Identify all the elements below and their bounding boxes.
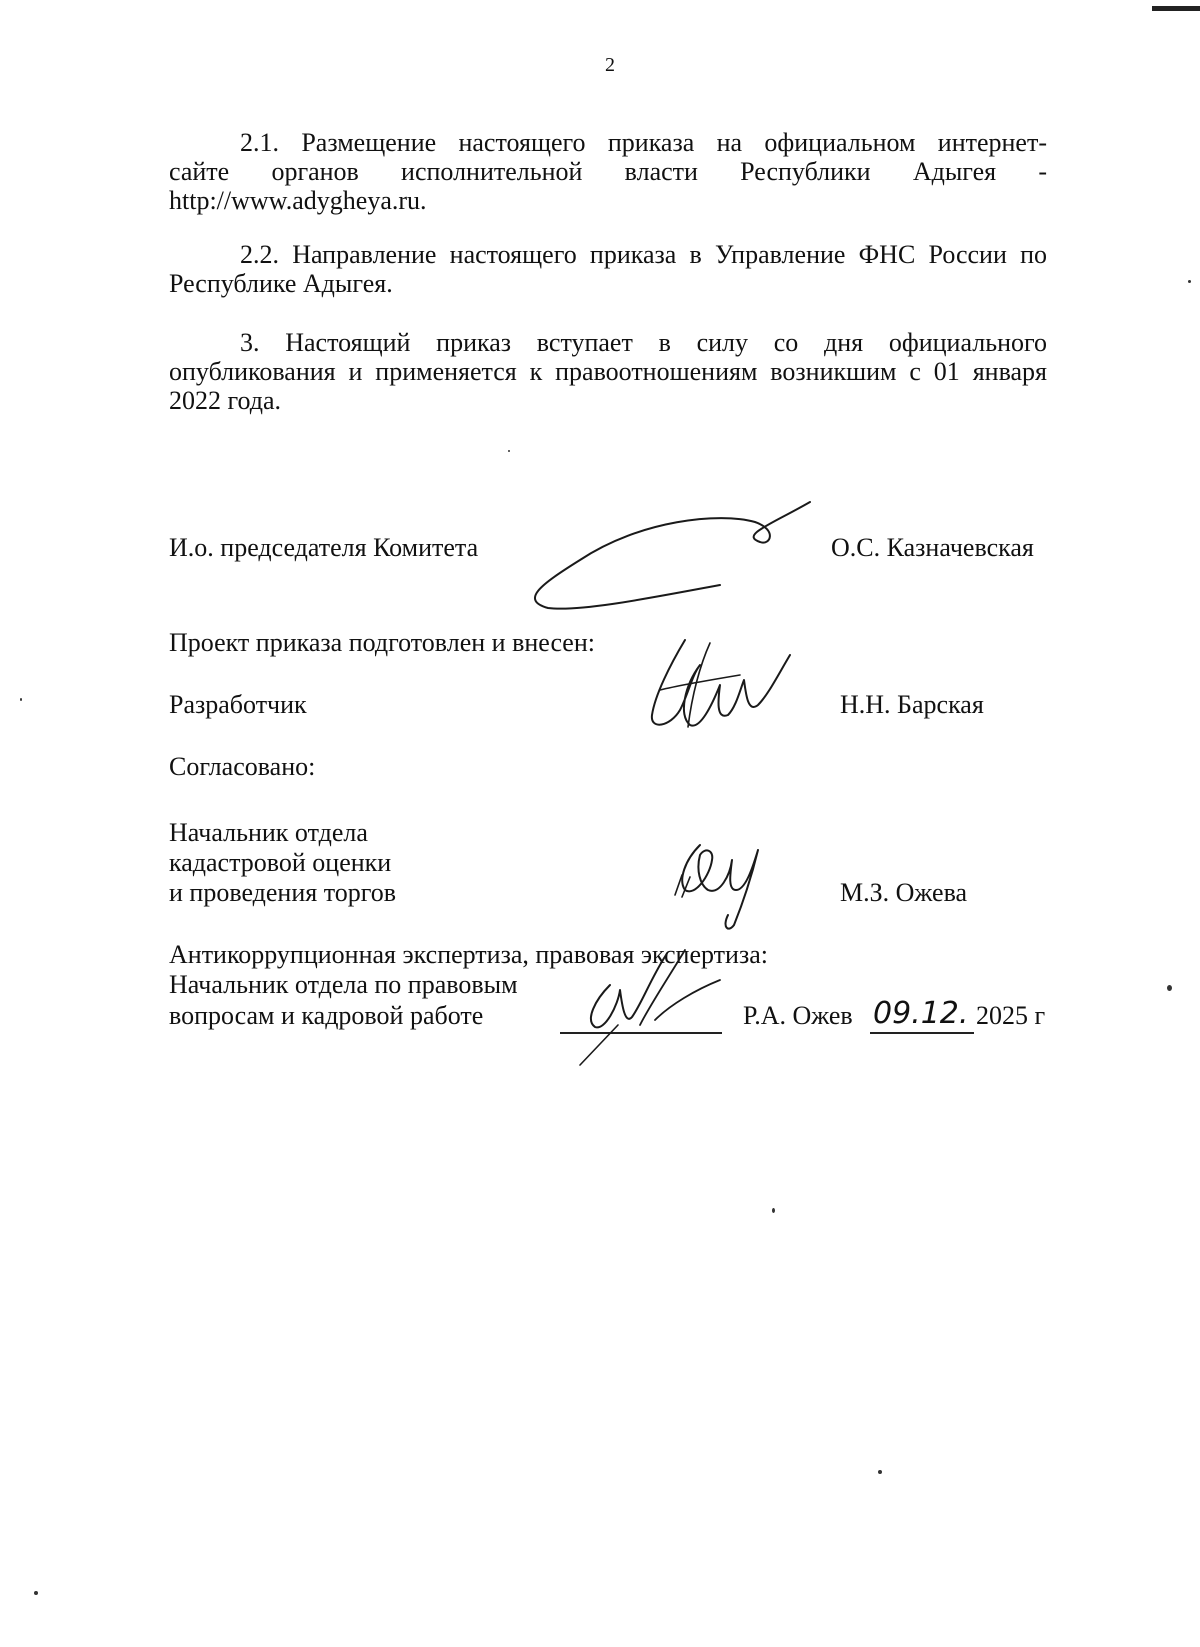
paragraph-line: http://www.adygheya.ru. (169, 186, 427, 215)
scan-speck (34, 1591, 38, 1595)
developer-name: Н.Н. Барская (840, 690, 984, 719)
chair-name: О.С. Казначевская (831, 533, 1034, 562)
scan-speck (508, 450, 510, 452)
agreed-heading: Согласовано: (169, 752, 316, 781)
paragraph-line: сайте органов исполнительной власти Республики Адыгея - (169, 157, 1047, 186)
legal-position-line: Начальник отдела по правовым (169, 970, 518, 999)
cadastral-position-line: кадастровой оценки (169, 848, 392, 877)
cadastral-position-line: Начальник отдела (169, 818, 368, 847)
year-suffix: 2025 г (976, 1001, 1046, 1030)
paragraph-line: 2022 года. (169, 386, 282, 415)
chair-position: И.о. председателя Комитета (169, 533, 479, 562)
handwritten-date: 09.12. (873, 996, 969, 1031)
expertise-heading: Антикоррупционная экспертиза, правовая экспертиза: (169, 940, 768, 969)
scan-speck (772, 1208, 775, 1213)
paragraph-line: 3. Настоящий приказ вступает в силу со дня официального (240, 328, 1047, 357)
legal-position-line: вопросам и кадровой работе (169, 1001, 484, 1030)
paragraph-line: 2.2. Направление настоящего приказа в Управление ФНС России по (240, 240, 1047, 269)
scan-speck (878, 1470, 882, 1474)
corner-mark (1152, 6, 1200, 11)
chair-signature-icon (520, 490, 820, 620)
legal-signature-icon (570, 945, 740, 1070)
paragraph-line: Республике Адыгея. (169, 269, 393, 298)
date-underline (870, 1032, 974, 1034)
paragraph-2-2 (169, 240, 1047, 298)
cadastral-position-line: и проведения торгов (169, 878, 397, 907)
developer-signature-icon (640, 635, 800, 735)
cadastral-signature-icon (670, 835, 780, 935)
paragraph-2-1 (169, 128, 1047, 215)
scan-speck (1167, 985, 1172, 991)
scan-speck (20, 698, 22, 701)
developer-position: Разработчик (169, 690, 307, 719)
page-number: 2 (605, 54, 615, 76)
cadastral-name: М.З. Ожева (840, 878, 968, 907)
legal-name: Р.А. Ожев (743, 1001, 853, 1030)
paragraph-line: 2.1. Размещение настоящего приказа на официальном интернет- (240, 128, 1047, 157)
prepared-heading: Проект приказа подготовлен и внесен: (169, 628, 595, 657)
scan-speck (1188, 280, 1191, 283)
paragraph-line: опубликования и применяется к правоотношениям возникшим с 01 января (169, 357, 1047, 386)
paragraph-3 (169, 328, 1047, 415)
